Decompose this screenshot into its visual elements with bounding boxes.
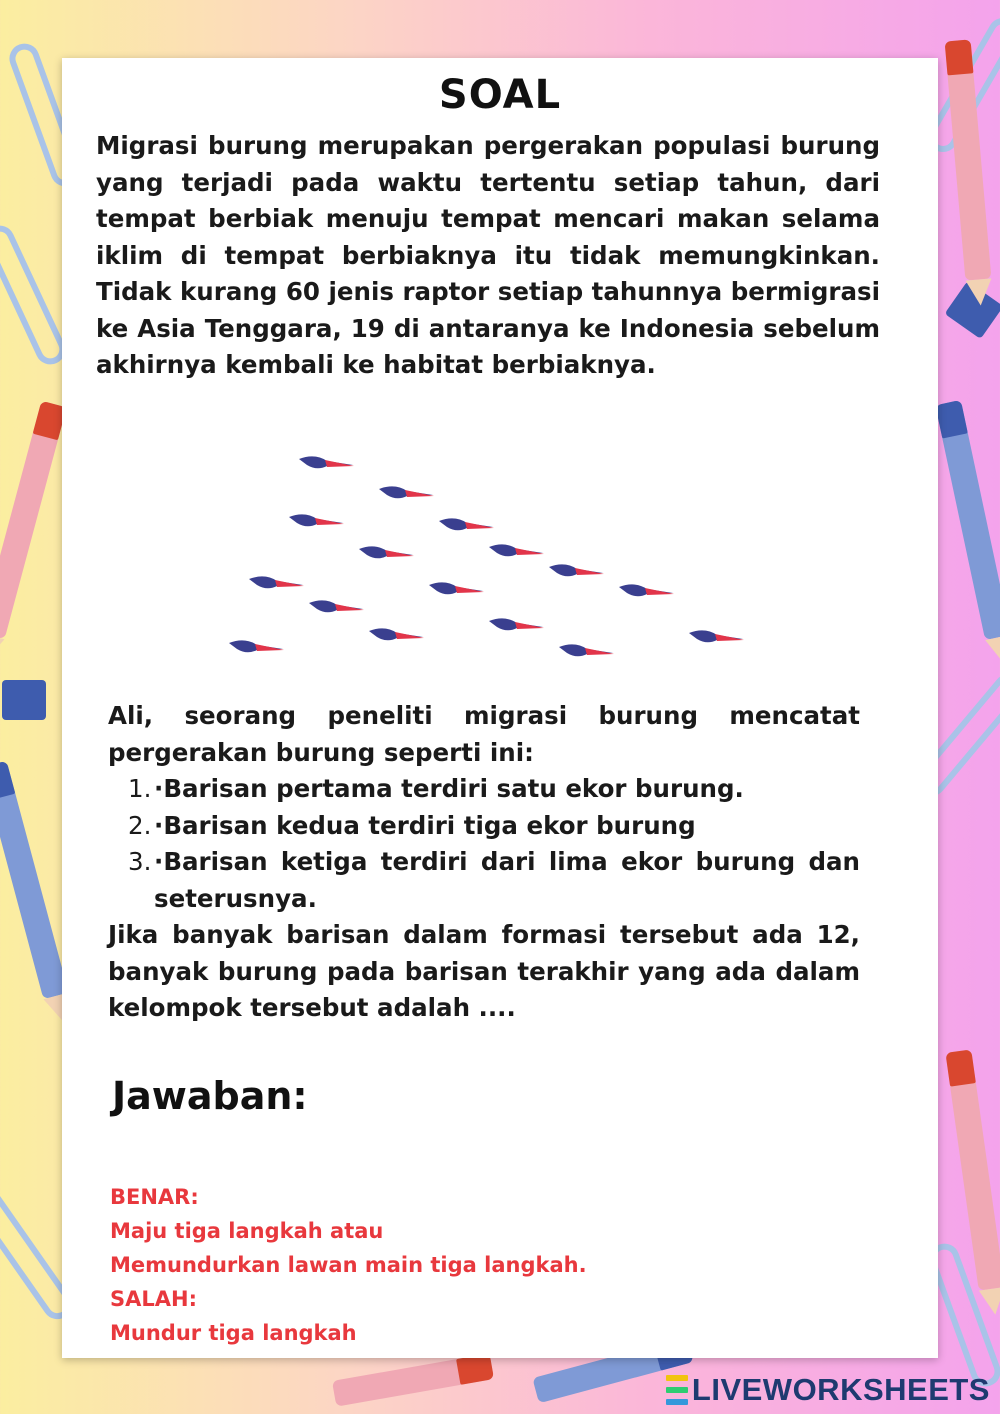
page-title: SOAL (438, 72, 562, 118)
pencil-icon (332, 1353, 494, 1406)
liveworksheets-logo[interactable] (666, 1372, 990, 1408)
list-number: 2. (128, 810, 152, 840)
bird-icon (437, 513, 495, 535)
intro-paragraph: Migrasi burung merupakan pergerakan populasi burung yang terjadi pada waktu tertentu setiap tahun, dari tempat berbiak menuju tempat mencari makan selama iklim di tempat berbiaknya itu tidak memungkinkan. Tidak kurang 60 jenis raptor setiap tahunnya bermigrasi ke Asia Tenggara, 19 di antaranya ke Indonesia sebelum akhirnya kembali ke habitat berbiaknya. (96, 131, 881, 379)
bird-icon (557, 639, 615, 661)
bird-icon (367, 623, 425, 645)
pencil-icon (935, 400, 1000, 640)
question-list (108, 771, 860, 917)
bird-icon (427, 577, 485, 599)
pencil-icon (0, 401, 67, 640)
answer-block (110, 1180, 587, 1350)
bird-icon (487, 613, 545, 635)
list-item: 2. ·Barisan kedua terdiri tiga ekor burung (154, 808, 860, 845)
bird-icon (377, 481, 435, 503)
bird-icon (357, 541, 415, 563)
question-lead: Ali, seorang peneliti migrasi burung mencatat pergerakan burung seperti ini: (108, 701, 860, 767)
list-number: 1. (128, 774, 152, 803)
worksheet-card (62, 58, 938, 1358)
bird-icon (247, 571, 305, 593)
bird-icon (307, 595, 365, 617)
question-closing: Jika banyak barisan dalam formasi tersebut ada 12, banyak burung pada barisan terakhir yang ada dalam kelompok tersebut adalah .... (108, 920, 860, 1022)
bird-icon (287, 509, 345, 531)
list-item-text: Barisan pertama terdiri satu ekor burung. (163, 774, 744, 803)
answer-line: BENAR: (110, 1185, 199, 1209)
list-item: 3. ·Barisan ketiga terdiri dari lima ekor burung dan seterusnya. (154, 844, 860, 917)
bird-formation-illustration (212, 443, 772, 673)
binder-clip-icon (2, 680, 46, 720)
bird-icon (297, 451, 355, 473)
bird-icon (227, 635, 285, 657)
bird-icon (617, 579, 675, 601)
brand-name: LIVEWORKSHEETS (691, 1372, 990, 1407)
pencil-icon (0, 761, 69, 1000)
question-block (108, 698, 860, 1027)
bird-icon (687, 625, 745, 647)
paperclip-icon (0, 221, 70, 370)
answer-heading: Jawaban: (112, 1074, 308, 1118)
list-item-text: Barisan ketiga terdiri dari lima ekor burung dan seterusnya. (154, 847, 860, 913)
list-item: 1. ·Barisan pertama terdiri satu ekor burung. (154, 771, 860, 808)
answer-line: Mundur tiga langkah (110, 1321, 357, 1345)
list-number: 3. (128, 847, 152, 876)
bird-icon (547, 559, 605, 581)
bird-icon (487, 539, 545, 561)
answer-line: SALAH: (110, 1287, 197, 1311)
answer-line: Memundurkan lawan main tiga langkah. (110, 1253, 587, 1277)
list-item-text: Barisan kedua terdiri tiga ekor burung (163, 810, 696, 840)
liveworksheets-logo-icon (666, 1375, 688, 1405)
answer-line: Maju tiga langkah atau (110, 1219, 384, 1243)
